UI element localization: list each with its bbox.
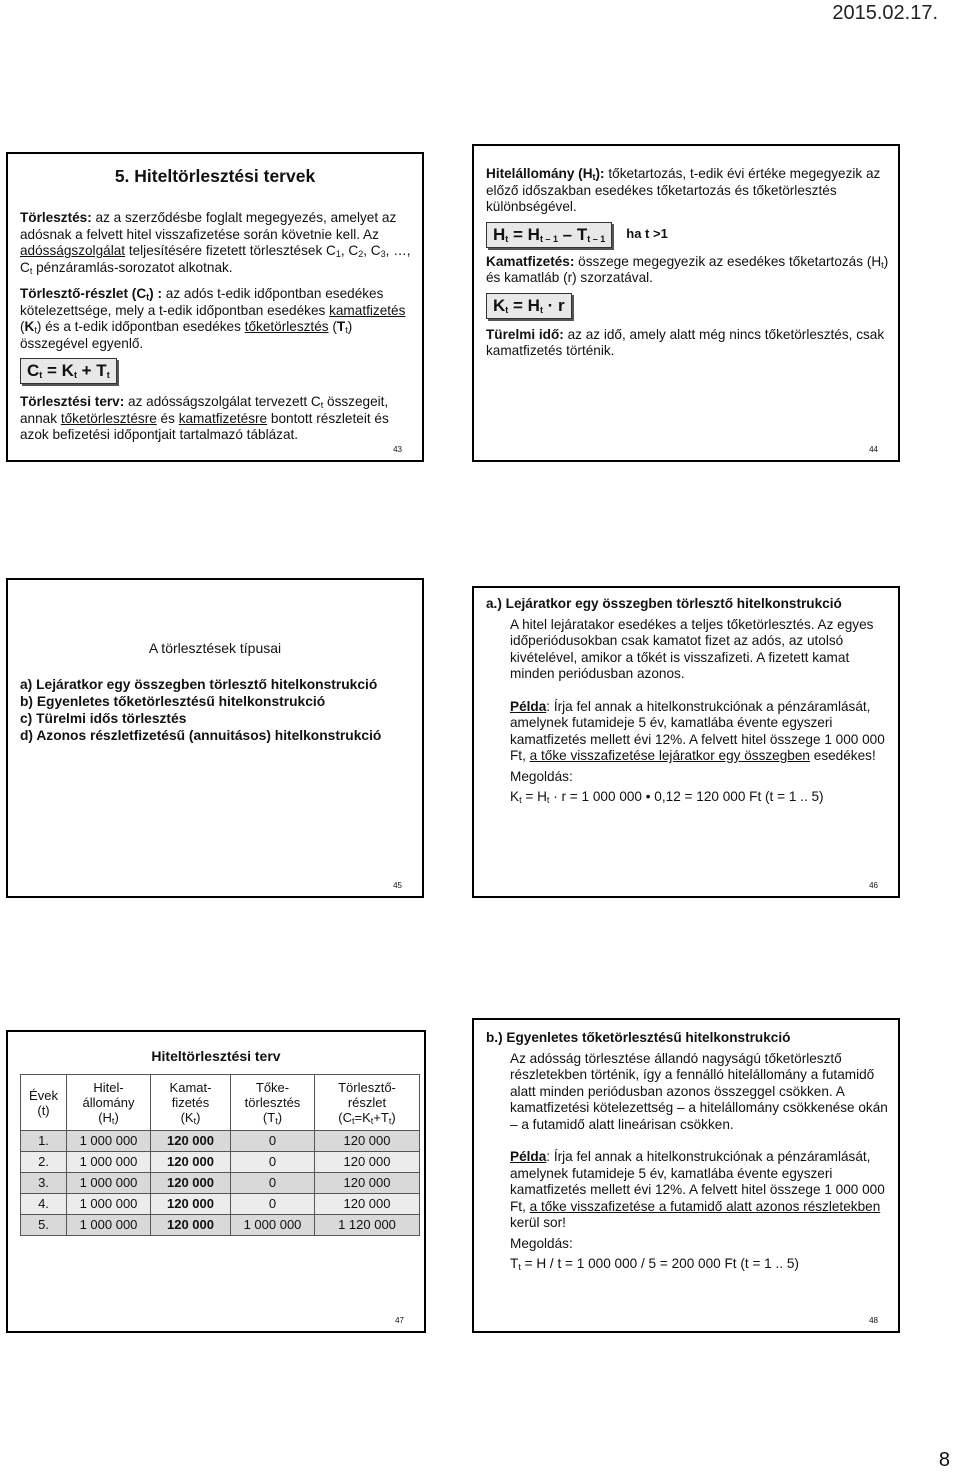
table-cell: 120 000 (315, 1194, 420, 1215)
column-header: Hitel- állomány $(H_t)$ (67, 1075, 151, 1131)
table-cell: 1 000 000 (67, 1215, 151, 1236)
slide-body (486, 1030, 890, 1273)
table-cell: 1 120 000 (315, 1215, 420, 1236)
list-item: d) Azonos részletfizetésű (annuitásos) hitelkonstrukció (20, 728, 382, 743)
slide-body (486, 596, 890, 806)
table-cell: 1 000 000 (67, 1152, 151, 1173)
repayment-plan-table (20, 1074, 420, 1236)
table-cell: 120 000 (151, 1131, 231, 1152)
header-date: 2015.02.17. (832, 2, 938, 24)
slide-48 (472, 1018, 900, 1333)
table-row (21, 1173, 420, 1194)
table-row (21, 1194, 420, 1215)
table-cell: 3. (21, 1173, 67, 1194)
slide-heading: A törlesztések típusai (148, 640, 282, 656)
paragraph-example: Példa: Írja fel annak a hitelkonstrukciónak a pénzáramlását, amelynek futamideje 5 év, kamatlába évente egyszeri kamatfizetés mellett évi 12%. A felvett hitel összege 1 000 000 Ft, a tőke visszafizetése a futamidő alatt azonos részletekben kerül sor! (510, 1149, 885, 1230)
slide-body (20, 210, 412, 444)
paragraph-torlesztesi-terv: Törlesztési terv: az adósságszolgálat tervezett $C_t$ összegeit, annak tőketörlesztésre és kamatfizetésre bontott részleteit és azok befizetési időpontjait tartalmazó táblázat. (20, 394, 389, 442)
table-cell: 0 (231, 1131, 315, 1152)
solution-label: Megoldás: (510, 1235, 573, 1251)
paragraph-description: Az adósság törlesztése állandó nagyságú tőketörlesztő részletekben történik, így a fennálló hitelállomány a futamidő alatt minden periódusban azonos összeggel csökken. A kamatfizetési kötelezettség – a hitelállomány csökkenése okán – a futamidő alatt lineárisan csökken. (510, 1050, 888, 1132)
slide-number: 48 (869, 1316, 878, 1325)
paragraph-example: Példa: Írja fel annak a hitelkonstrukciónak a pénzáramlását, amelynek futamideje 5 év, kamatlába évente egyszeri kamatfizetés mellett évi 12%. A felvett hitel összege 1 000 000 Ft, a tőke visszafizetése lejáratkor egy összegben esedékes! (510, 698, 885, 763)
table-cell: 120 000 (151, 1194, 231, 1215)
list-item: b) Egyenletes tőketörlesztésű hitelkonstrukció (20, 694, 326, 709)
page-number: 8 (938, 1449, 950, 1471)
slide-43 (6, 152, 424, 462)
paragraph-turelmi-ido: Türelmi idő: az az idő, amely alatt még nincs tőketörlesztés, csak kamatfizetés történik. (486, 326, 885, 358)
table-cell: 1 000 000 (67, 1194, 151, 1215)
column-header: Tőke- törlesztés $(T_t)$ (231, 1075, 315, 1131)
table-cell: 120 000 (151, 1152, 231, 1173)
table-cell: 1 000 000 (67, 1173, 151, 1194)
formula-ct: $C_t = K_t + T_t$ (20, 358, 412, 384)
paragraph-description: A hitel lejáratakor esedékes a teljes tőketörlesztés. Az egyes időperiódusokban csak kamatot fizet az adós, az utolsó kivételével, amikor a tőkét is visszafizeti. A fizetett kamat minden periódusban azonos. (510, 616, 874, 681)
slide-47 (6, 1030, 426, 1333)
list-item: c) Türelmi idős törlesztés (20, 711, 187, 726)
table-cell: 0 (231, 1152, 315, 1173)
table-row (21, 1131, 420, 1152)
table-cell: 1 000 000 (67, 1131, 151, 1152)
paragraph-kamatfizetes: Kamatfizetés: összege megegyezik az esedékes tőketartozás $(H_t)$ és kamatláb (r) szorzatával. (486, 253, 889, 285)
slide-title: 5. Hiteltörlesztési tervek (114, 166, 316, 186)
table-header-row (21, 1075, 420, 1131)
type-list (20, 676, 381, 744)
slide-number: 46 (869, 881, 878, 890)
table-heading: Hiteltörlesztési terv (151, 1048, 281, 1064)
table-cell: 120 000 (151, 1173, 231, 1194)
list-item: a) Lejáratkor egy összegben törlesztő hitelkonstrukció (20, 677, 378, 692)
slide-46 (472, 586, 900, 898)
table-cell: 1. (21, 1131, 67, 1152)
slide-45 (6, 578, 424, 898)
paragraph-hitelallomany: Hitelállomány $(H_t)$: tőketartozás, t-edik évi értéke megegyezik az előző időszakban esedékes tőketartozás és tőketörlesztés különbségével. (486, 166, 881, 214)
table-cell: 4. (21, 1194, 67, 1215)
table-cell: 5. (21, 1215, 67, 1236)
slide-44 (472, 144, 900, 462)
slide-number: 43 (393, 445, 402, 454)
slide-heading: b.) Egyenletes tőketörlesztésű hitelkonstrukció (486, 1030, 791, 1045)
solution-formula: $T_t = H / t = 1$ 000 000 / 5 = 200 000 Ft (t = 1 .. 5) (510, 1256, 799, 1272)
table-row (21, 1152, 420, 1173)
column-header: Kamat- fizetés $(K_t)$ (151, 1075, 231, 1131)
table-cell: 120 000 (315, 1152, 420, 1173)
table-cell: 120 000 (315, 1173, 420, 1194)
table-cell: 2. (21, 1152, 67, 1173)
formula-ht: $H_t = H_{t - 1} - T_{t - 1}$ ha t >1 (486, 222, 890, 248)
solution-formula: $K_t = H_t \cdot r = 1$ 000 000 • 0,12 = 120 000 Ft (t = 1 .. 5) (510, 789, 824, 805)
table-cell: 120 000 (151, 1215, 231, 1236)
slide-number: 47 (395, 1316, 404, 1325)
column-header: Évek (t) (21, 1075, 67, 1131)
slide-number: 44 (869, 445, 878, 454)
solution-label: Megoldás: (510, 768, 573, 784)
table-row (21, 1215, 420, 1236)
slide-number: 45 (393, 881, 402, 890)
column-header: Törlesztő- részlet $(C_t=K_t+T_t)$ (315, 1075, 420, 1131)
table-cell: 0 (231, 1173, 315, 1194)
formula-kt: $K_t = H_t \cdot r$ (486, 293, 890, 319)
table-cell: 120 000 (315, 1131, 420, 1152)
table-cell: 0 (231, 1194, 315, 1215)
slide-body (486, 166, 890, 360)
slide-heading: a.) Lejáratkor egy összegben törlesztő hitelkonstrukció (486, 596, 842, 611)
paragraph-torlesztes: Törlesztés: az a szerződésbe foglalt megegyezés, amelyet az adósnak a felvett hitel visszafizetése során követnie kell. Az adósságszolgálat teljesítésére fizetett törlesztések $C_1$, $C_2$, $C_3$, …, $C_t$ pénzáramlás-sorozatot alkotnak. (20, 210, 411, 276)
table-cell: 1 000 000 (231, 1215, 315, 1236)
paragraph-torleszto-reszlet: Törlesztő-részlet $(C_t)$ : az adós t-edik időpontban esedékes kötelezettsége, mely a t-edik időpontban esedékes kamatfizetés $(K_t)$ és a t-edik időpontban esedékes tőketörlesztés $(T_t)$ összegével egyenlő. (20, 286, 406, 351)
